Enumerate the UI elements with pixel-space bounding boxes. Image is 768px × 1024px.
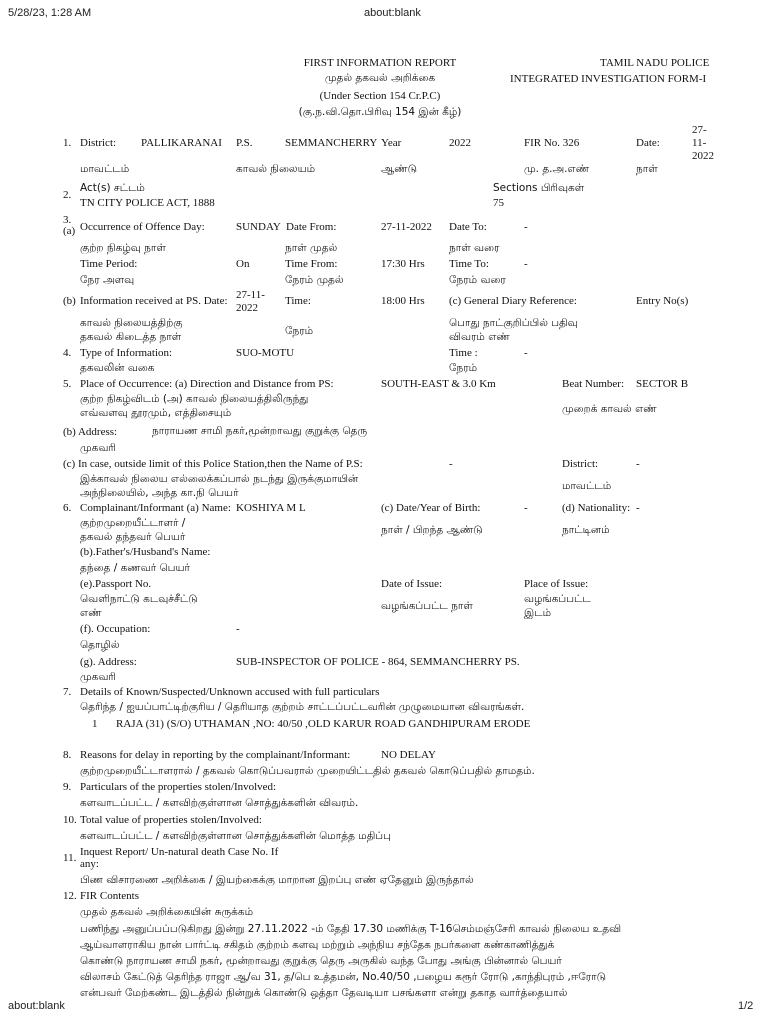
outside-district-ta: மாவட்டம் bbox=[562, 480, 612, 492]
dob-value: - bbox=[524, 502, 528, 514]
time-period-ta: நேர அளவு bbox=[80, 274, 135, 286]
print-footer-url: about:blank bbox=[8, 1000, 65, 1012]
info-received-ta-1: காவல் நிலையத்திற்கு bbox=[80, 317, 183, 329]
ps-label: P.S. bbox=[236, 137, 253, 149]
accused-details: RAJA (31) (S/O) UTHAMAN ,NO: 40/50 ,OLD KARUR ROAD GANDHIPURAM ERODE bbox=[116, 718, 531, 730]
date-from-ta: நாள் முதல் bbox=[285, 242, 338, 254]
address-label: (b) Address: bbox=[63, 426, 118, 438]
date-to-ta: நாள் வரை bbox=[449, 242, 500, 254]
occupation-ta: தொழில் bbox=[80, 639, 120, 651]
sections-value: 75 bbox=[493, 197, 504, 209]
fir-contents-line: கொண்டு நாராயண சாமி நகர், மூன்றாவது குறுக்கு தெரு அருகில் வந்த போது அங்கு பின்னால் பெயர் bbox=[80, 955, 562, 967]
date-to-value: - bbox=[524, 221, 528, 233]
year-label: Year bbox=[381, 137, 402, 149]
properties-label: Particulars of the properties stolen/Involved: bbox=[80, 781, 277, 793]
info-type-label: Type of Information: bbox=[80, 347, 173, 359]
father-name-label: (b).Father's/Husband's Name: bbox=[80, 546, 211, 558]
section-number: 10. bbox=[63, 814, 77, 826]
outside-district-value: - bbox=[636, 458, 640, 470]
passport-ta-2: எண் bbox=[80, 607, 102, 619]
district-value: PALLIKARANAI bbox=[141, 137, 222, 149]
info-received-ta-2: தகவல் கிடைத்த நாள் bbox=[80, 331, 182, 343]
gd-reference-ta-1: பொது நாட்குறிப்பில் பதிவு bbox=[449, 317, 578, 329]
section-number: 9. bbox=[63, 781, 72, 793]
date-label-ta: நாள் bbox=[636, 163, 658, 175]
nationality-ta: நாட்டினம் bbox=[562, 524, 610, 536]
fir-contents-line: பணிந்து அனுப்பப்படுகிறது இன்று 27.11.2022 -ம் தேதி 17.30 மணிக்கு T-16செம்மஞ்சேரி காவல் நிலைய உதவி bbox=[80, 923, 622, 935]
issue-date-label: Date of Issue: bbox=[381, 578, 443, 590]
dob-label: (c) Date/Year of Birth: bbox=[381, 502, 481, 514]
fir-contents-body bbox=[80, 921, 720, 1001]
report-section-en: (Under Section 154 Cr.P.C) bbox=[319, 90, 441, 102]
report-section-ta: (கு.ந.வி.தொ.பிரிவு 154 இன் கீழ்) bbox=[298, 106, 462, 118]
section-number: 1. bbox=[63, 137, 72, 149]
outside-ps-label: (c) In case, outside limit of this Police Station,then the Name of P.S: bbox=[63, 458, 363, 470]
occurrence-day-value: SUNDAY bbox=[236, 221, 281, 233]
info-type-ta: தகவலின் வகை bbox=[80, 362, 155, 374]
fir-contents-line: ஆய்வாளராகிய நான் பார்ட்டி சகிதம் குற்றம் களவு மற்றும் அந்நிய சந்தேக நபர்களை கண்காணித்துக் bbox=[80, 939, 555, 951]
properties-label-ta: களவாடப்பட்ட / களவிற்குள்ளான சொத்துக்களின் விவரம். bbox=[80, 797, 359, 809]
form-name: INTEGRATED INVESTIGATION FORM-I bbox=[510, 73, 707, 85]
print-page-number: 1/2 bbox=[738, 1000, 754, 1012]
sections-label: Sections பிரிவுகள் bbox=[493, 182, 585, 194]
info-time-value: 18:00 Hrs bbox=[381, 295, 425, 307]
entry-number-label: Entry No(s) bbox=[636, 295, 689, 307]
section-number: 6. bbox=[63, 502, 72, 514]
ps-label-ta: காவல் நிலையம் bbox=[236, 163, 316, 175]
inquest-label-2: any: bbox=[80, 858, 99, 870]
passport-ta-1: வெளிநாட்டு கடவுச்சீட்டு bbox=[80, 593, 198, 605]
print-page-title: about:blank bbox=[364, 7, 421, 19]
ps-value: SEMMANCHERRY bbox=[285, 137, 378, 149]
info-type-time-value: - bbox=[524, 347, 528, 359]
property-value-label: Total value of properties stolen/Involved: bbox=[80, 814, 262, 826]
year-label-ta: ஆண்டு bbox=[381, 163, 418, 175]
outside-district-label: District: bbox=[562, 458, 599, 470]
time-to-value: - bbox=[524, 258, 528, 270]
info-type-time-label: Time : bbox=[449, 347, 478, 359]
address-ta: முகவரி bbox=[80, 442, 116, 454]
beat-number-ta: முறைக் காவல் எண் bbox=[562, 403, 657, 415]
info-type-time-ta: நேரம் bbox=[449, 362, 478, 374]
accused-index: 1 bbox=[92, 718, 98, 730]
info-type-value: SUO-MOTU bbox=[236, 347, 295, 359]
property-value-label-ta: களவாடப்பட்ட / களவிற்குள்ளான சொத்துக்களின் மொத்த மதிப்பு bbox=[80, 830, 391, 842]
dob-ta: நாள் / பிறந்த ஆண்டு bbox=[381, 524, 483, 536]
issue-date-ta: வழங்கப்பட்ட நாள் bbox=[381, 600, 473, 612]
report-title-ta: முதல் தகவல் அறிக்கை bbox=[324, 72, 436, 84]
accused-label: Details of Known/Suspected/Unknown accused with full particulars bbox=[80, 686, 380, 698]
time-period-label: Time Period: bbox=[80, 258, 138, 270]
nationality-value: - bbox=[636, 502, 640, 514]
date-to-label: Date To: bbox=[449, 221, 487, 233]
issue-place-ta-2: இடம் bbox=[524, 607, 552, 619]
complainant-address-value: SUB-INSPECTOR OF POLICE - 864, SEMMANCHERRY PS. bbox=[236, 656, 520, 668]
complainant-name-value: KOSHIYA M L bbox=[236, 502, 306, 514]
fir-contents-label-ta: முதல் தகவல் அறிக்கையின் சுருக்கம் bbox=[80, 906, 254, 918]
inquest-label-ta: பிண விசாரணை அறிக்கை / இயற்கைக்கு மாறான இறப்பு எண் ஏதேனும் இருந்தால் bbox=[80, 874, 474, 886]
accused-label-ta: தெரிந்த / ஐயப்பாட்டிற்குரிய / தெரியாத குற்றம் சாட்டப்பட்டவரின் முழுமையான விவரங்கள். bbox=[80, 701, 525, 713]
section-number: 8. bbox=[63, 749, 72, 761]
nationality-label: (d) Nationality: bbox=[562, 502, 631, 514]
outside-ps-ta-1: இக்காவல் நிலைய எல்லைக்கப்பால் நடந்து இருக்குமாயின் bbox=[80, 473, 359, 485]
occupation-value: - bbox=[236, 623, 240, 635]
complainant-name-ta-1: குற்றமுறையீட்டாளர் / bbox=[80, 517, 186, 529]
inquest-label-1: Inquest Report/ Un-natural death Case No. If bbox=[80, 846, 279, 858]
section-number: 5. bbox=[63, 378, 72, 390]
date-from-label: Date From: bbox=[286, 221, 337, 233]
beat-number-label: Beat Number: bbox=[562, 378, 625, 390]
complainant-address-label: (g). Address: bbox=[80, 656, 137, 668]
date-value-line2: 11- bbox=[692, 137, 707, 149]
address-value: நாராயண சாமி நகர்,மூன்றாவது குறுக்கு தெரு bbox=[152, 425, 368, 437]
info-received-date-line2: 2022 bbox=[236, 302, 258, 314]
date-from-value: 27-11-2022 bbox=[381, 221, 432, 233]
info-time-label: Time: bbox=[285, 295, 311, 307]
time-to-ta: நேரம் வரை bbox=[449, 274, 506, 286]
complainant-address-ta: முகவரி bbox=[80, 671, 116, 683]
passport-label: (e).Passport No. bbox=[80, 578, 152, 590]
beat-number-value: SECTOR B bbox=[636, 378, 689, 390]
time-period-value: On bbox=[236, 258, 250, 270]
date-label: Date: bbox=[636, 137, 660, 149]
info-received-label: Information received at PS. Date: bbox=[80, 295, 228, 307]
outside-ps-value: - bbox=[449, 458, 453, 470]
act-label: Act(s) சட்டம் bbox=[80, 182, 145, 194]
fir-contents-line: என்பவர் மேற்கண்ட இடத்தில் நின்றுக் கொண்டு ஒத்தா தேவடியா பசங்களா என்று தகாத வார்த்தையால் bbox=[80, 987, 568, 999]
time-from-label: Time From: bbox=[285, 258, 338, 270]
delay-value: NO DELAY bbox=[381, 749, 436, 761]
fir-contents-line: விலாசம் கேட்டுத் தெரிந்த ராஜா ஆ/வ 31, த/பெ உத்தமன், No.40/50 ,பழைய கரூர் ரோடு ,காந்திபுரம் ,ஈரோடு bbox=[80, 971, 606, 983]
delay-label: Reasons for delay in reporting by the complainant/Informant: bbox=[80, 749, 351, 761]
time-to-label: Time To: bbox=[449, 258, 489, 270]
gd-reference-ta-2: விவரம் எண் bbox=[449, 331, 510, 343]
district-label-ta: மாவட்டம் bbox=[80, 163, 130, 175]
section-number: 2. bbox=[63, 189, 72, 201]
time-from-value: 17:30 Hrs bbox=[381, 258, 425, 270]
section-number: (b) bbox=[63, 295, 76, 307]
report-title-en: FIRST INFORMATION REPORT bbox=[303, 57, 457, 69]
complainant-name-label: Complainant/Informant (a) Name: bbox=[80, 502, 231, 514]
act-value: TN CITY POLICE ACT, 1888 bbox=[80, 197, 215, 209]
date-value-line3: 2022 bbox=[692, 150, 714, 162]
issue-place-label: Place of Issue: bbox=[524, 578, 589, 590]
occupation-label: (f). Occupation: bbox=[80, 623, 151, 635]
time-from-ta: நேரம் முதல் bbox=[285, 274, 344, 286]
fir-contents-label: FIR Contents bbox=[80, 890, 139, 902]
section-number: 7. bbox=[63, 686, 72, 698]
section-number: 3. bbox=[63, 214, 72, 226]
gd-reference-label: (c) General Diary Reference: bbox=[449, 295, 577, 307]
info-time-ta: நேரம் bbox=[285, 325, 314, 337]
section-number: 11. bbox=[63, 852, 77, 864]
place-label: Place of Occurrence: (a) Direction and Distance from PS: bbox=[80, 378, 334, 390]
date-value-line1: 27- bbox=[692, 124, 707, 136]
info-received-date-line1: 27-11- bbox=[236, 289, 265, 301]
place-ta-1: குற்ற நிகழ்விடம் (அ) காவல் நிலையத்திலிருந்து bbox=[80, 393, 309, 405]
place-ta-2: எவ்வளவு தூரமும், எத்திசையும் bbox=[80, 407, 232, 419]
father-name-ta: தந்தை / கணவர் பெயர் bbox=[80, 562, 190, 574]
section-sub: (a) bbox=[63, 225, 76, 237]
outside-ps-ta-2: அந்நிலையில், அந்த கா.நி பெயர் bbox=[80, 487, 239, 499]
year-value: 2022 bbox=[449, 137, 471, 149]
section-number: 12. bbox=[63, 890, 77, 902]
section-number: 4. bbox=[63, 347, 72, 359]
org-name: TAMIL NADU POLICE bbox=[600, 57, 710, 69]
district-label: District: bbox=[80, 137, 117, 149]
occurrence-day-ta: குற்ற நிகழ்வு நாள் bbox=[80, 242, 166, 254]
print-timestamp: 5/28/23, 1:28 AM bbox=[8, 7, 92, 19]
delay-label-ta: குற்றமுறையீட்டாளரால் / தகவல் கொடுப்பவரால் முறையிட்டதில் தகவல் கொடுப்பதில் தாமதம். bbox=[80, 765, 535, 777]
occurrence-day-label: Occurrence of Offence Day: bbox=[80, 221, 205, 233]
complainant-name-ta-2: தகவல் தந்தவர் பெயர் bbox=[80, 531, 186, 543]
place-value: SOUTH-EAST & 3.0 Km bbox=[381, 378, 496, 390]
issue-place-ta-1: வழங்கப்பட்ட bbox=[524, 593, 591, 605]
fir-label-ta: மு. த.அ.எண் bbox=[524, 163, 590, 175]
fir-number: FIR No. 326 bbox=[524, 137, 580, 149]
